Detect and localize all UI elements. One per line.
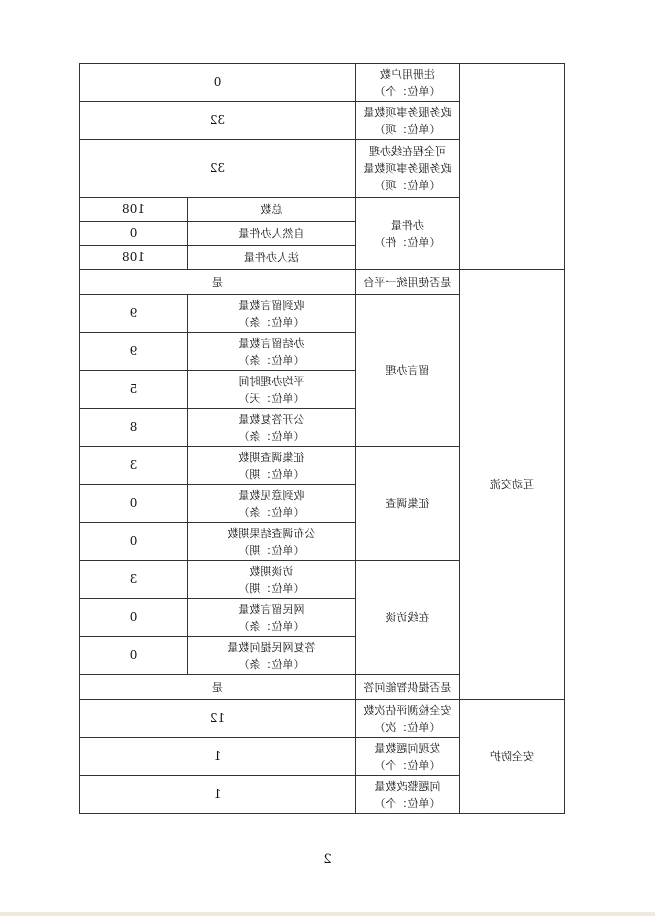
row-value: 0 <box>79 523 187 561</box>
row-value: 5 <box>79 371 187 409</box>
cases-total-value: 108 <box>79 198 187 222</box>
row-value: 3 <box>79 561 187 599</box>
row-label: 答复网民提问数量 （单位：条） <box>188 637 356 675</box>
row-label: 平均办理时间 （单位：天） <box>188 371 356 409</box>
row-label: 征集调查期数 （单位：期） <box>188 447 356 485</box>
row-label: 公开答复数量 （单位：条） <box>188 409 356 447</box>
row-label: 政务服务事项数量 （单位：项） <box>356 102 460 140</box>
statistics-table <box>79 63 565 814</box>
row-value: 32 <box>79 140 355 198</box>
section-cell-top <box>460 64 565 270</box>
page-footer-strip <box>0 912 655 916</box>
group-label: 在线访谈 <box>356 561 460 675</box>
row-label: 办结留言数量 （单位：条） <box>188 333 356 371</box>
table-row <box>79 700 564 738</box>
row-label: 访谈期数 （单位：期） <box>188 561 356 599</box>
cases-label: 办件量 （单位：件） <box>356 198 460 270</box>
row-label: 公布调查结果期数 （单位：期） <box>188 523 356 561</box>
row-label: 发现问题数量 （单位：个） <box>356 738 460 776</box>
row-value: 3 <box>79 447 187 485</box>
row-label: 是否提供智能问答 <box>356 675 460 700</box>
row-label: 注册用户数 （单位：个） <box>356 64 460 102</box>
row-value: 1 <box>79 776 355 814</box>
row-label: 收到留言数量 （单位：条） <box>188 295 356 333</box>
page-number: 2 <box>323 852 332 867</box>
row-label: 可全程在线办理 政务服务事项数量 （单位：项） <box>356 140 460 198</box>
row-value: 9 <box>79 333 187 371</box>
row-label: 是否使用统一平台 <box>356 270 460 295</box>
group-label: 征集调查 <box>356 447 460 561</box>
table-row <box>79 64 564 102</box>
row-label: 收到意见数量 （单位：条） <box>188 485 356 523</box>
cases-legal-label: 法人办件量 <box>188 246 356 270</box>
row-value: 是 <box>79 270 355 295</box>
row-label: 安全检测评估次数 （单位：次） <box>356 700 460 738</box>
section-security: 安全防护 <box>460 700 565 814</box>
row-label: 网民留言数量 （单位：条） <box>188 599 356 637</box>
cases-natural-value: 0 <box>79 222 187 246</box>
row-label: 问题整改数量 （单位：个） <box>356 776 460 814</box>
group-label: 留言办理 <box>356 295 460 447</box>
row-value: 是 <box>79 675 355 700</box>
table-row <box>79 270 564 295</box>
row-value: 0 <box>79 64 355 102</box>
row-value: 0 <box>79 599 187 637</box>
row-value: 9 <box>79 295 187 333</box>
row-value: 8 <box>79 409 187 447</box>
row-value: 12 <box>79 700 355 738</box>
cases-total-label: 总数 <box>188 198 356 222</box>
cases-legal-value: 108 <box>79 246 187 270</box>
cases-natural-label: 自然人办件量 <box>188 222 356 246</box>
row-value: 32 <box>79 102 355 140</box>
mirrored-table-wrapper <box>80 63 565 814</box>
row-value: 1 <box>79 738 355 776</box>
row-value: 0 <box>79 485 187 523</box>
section-interaction: 互动交流 <box>460 270 565 700</box>
row-value: 0 <box>79 637 187 675</box>
